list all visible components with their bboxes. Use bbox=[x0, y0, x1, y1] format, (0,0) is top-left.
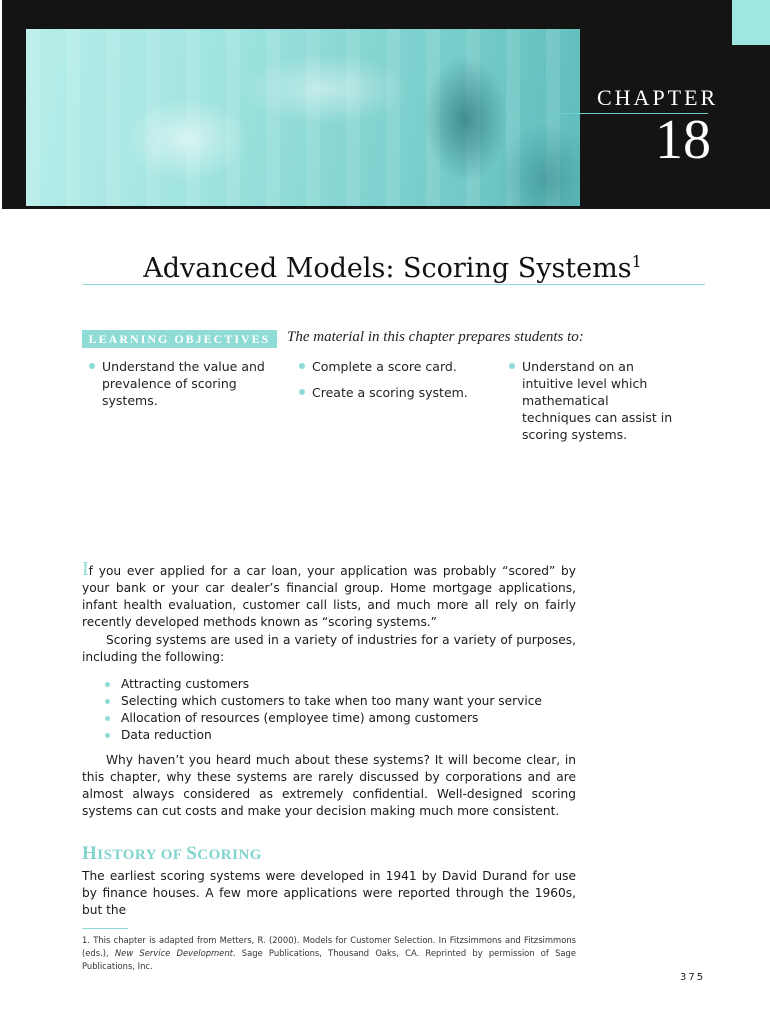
list-item: Data reduction bbox=[104, 727, 542, 744]
objective-item: Understand on an intuitive level which mathematical techniques can assist in scoring systems. bbox=[508, 358, 678, 443]
section-heading-history bbox=[82, 843, 262, 865]
confidentiality-paragraph: Why haven’t you heard much about these systems? It will become clear, in this chapter, why these systems are rarely discussed by corporations and are almost always considered as extremely confidential. Well-designed scoring systems can cut costs and make your decision making much more consistent. bbox=[82, 753, 576, 818]
list-item: Allocation of resources (employee time) among customers bbox=[104, 710, 542, 727]
footnote-text-end: . Sage Publications, Thousand Oaks, CA. Reprinted by permission of Sage Publications, Inc. bbox=[82, 948, 576, 971]
footnote bbox=[82, 934, 576, 973]
title-footnote-ref[interactable]: 1 bbox=[631, 252, 642, 271]
drop-cap: I bbox=[82, 558, 89, 580]
chapter-label: CHAPTER bbox=[597, 85, 719, 110]
chapter-title-text: Advanced Models: Scoring Systems bbox=[143, 253, 632, 284]
intro-paragraph-text: f you ever applied for a car loan, your application was probably “scored” by your bank or your car dealer’s financial group. Home mortgage applications, infant health evaluation, customer call lists, and much more all rely on fairly recently developed methods known as “scoring systems.” bbox=[82, 564, 576, 629]
heading-smallcaps: ISTORY OF bbox=[97, 847, 187, 863]
heading-cap: H bbox=[82, 843, 98, 864]
heading-cap: S bbox=[186, 843, 198, 864]
learning-objectives-badge: LEARNING OBJECTIVES bbox=[82, 330, 277, 348]
list-item: Attracting customers bbox=[104, 676, 542, 693]
uses-list bbox=[104, 676, 542, 744]
chapter-tab-marker bbox=[732, 0, 770, 45]
chapter-number: 18 bbox=[655, 109, 711, 171]
chapter-header-image bbox=[26, 29, 580, 206]
uses-paragraph: Scoring systems are used in a variety of industries for a variety of purposes, including the following: bbox=[82, 633, 576, 664]
objectives-column-3 bbox=[508, 358, 678, 452]
heading-smallcaps: CORING bbox=[197, 847, 262, 863]
learning-objectives-intro: The material in this chapter prepares students to: bbox=[287, 329, 584, 345]
list-item: Selecting which customers to take when too many want your service bbox=[104, 693, 542, 710]
footnote-book-title: New Service Development bbox=[114, 948, 233, 958]
objective-item: Complete a score card. bbox=[298, 358, 488, 375]
intro-paragraph bbox=[82, 558, 576, 631]
objectives-column-2 bbox=[298, 358, 488, 410]
objectives-column-1 bbox=[88, 358, 278, 418]
footnote-rule bbox=[82, 928, 128, 929]
chapter-title bbox=[80, 252, 705, 284]
history-paragraph: The earliest scoring systems were developed in 1941 by David Durand for use by finance houses. A few more applications were reported through the 1960s, but the bbox=[82, 869, 576, 917]
objective-item: Understand the value and prevalence of scoring systems. bbox=[88, 358, 278, 409]
page-number: 375 bbox=[680, 972, 706, 983]
footnote-text: 1. This chapter is adapted from Metters, R. (2000). Models for Customer Selection. In Fitzsimmons and Fitzsimmons (eds.), bbox=[82, 935, 576, 958]
objective-item: Create a scoring system. bbox=[298, 384, 488, 401]
title-rule bbox=[82, 284, 705, 285]
